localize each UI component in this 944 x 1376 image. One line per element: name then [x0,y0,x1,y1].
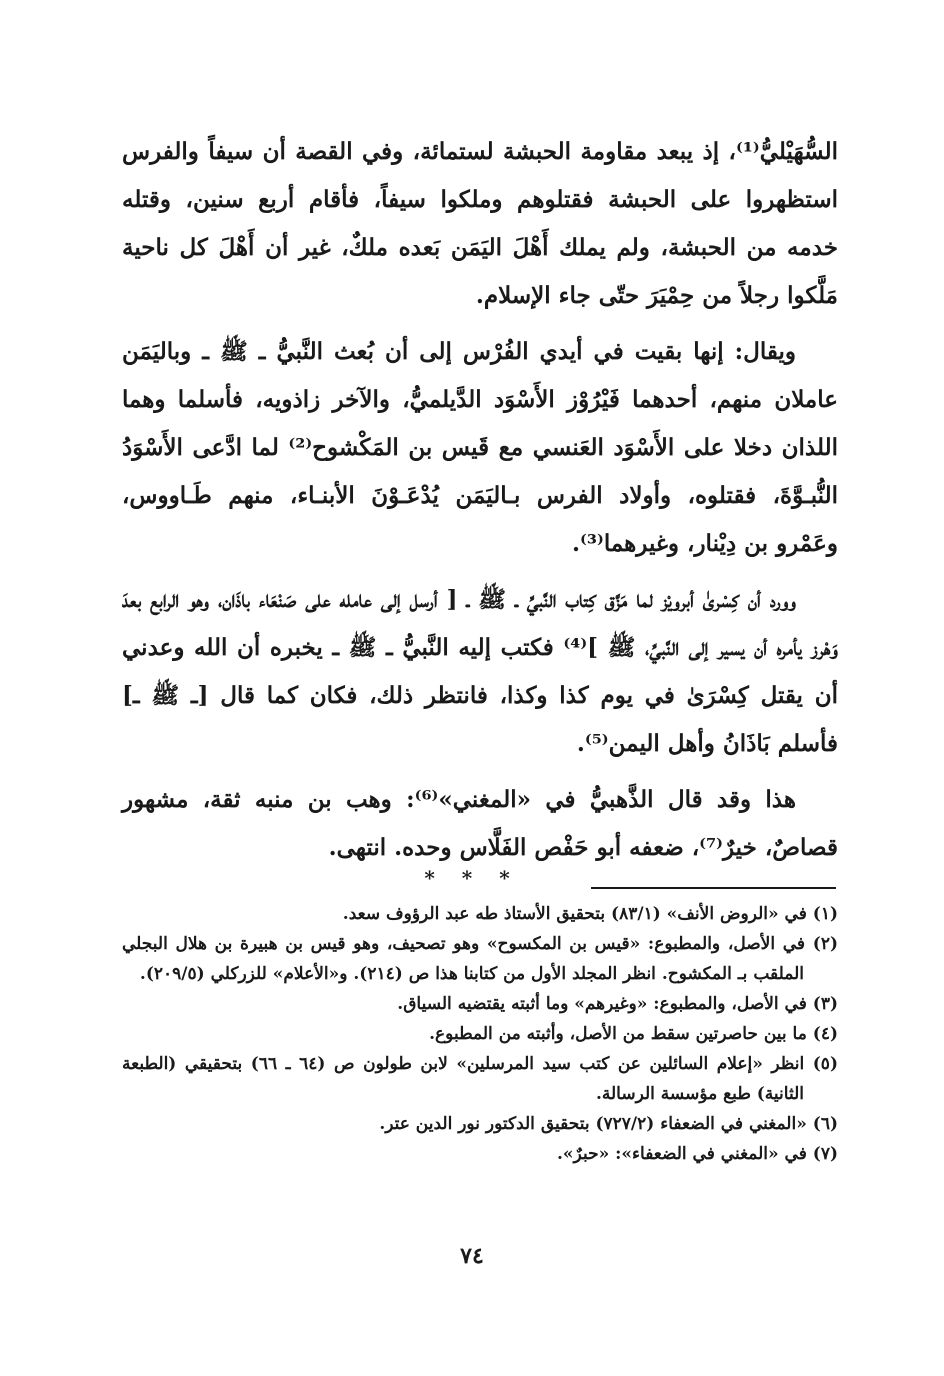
paragraph-2: ويقال: إنها بقيت في أيدي الفُرْس إلى أن بُعث النَّبيُّ ـ ﷺ ـ وباليَمَن عاملان منهم، أحدهما فَيْرُوْز الأَسْوَد الدَّيلميُّ، والآخر زاذويه، فأسلما وهما اللذان دخلا على الأَسْوَد العَنسي مع قَيس بن المَكْشوح⁽²⁾ لما ادَّعى الأَسْوَدُ النُّبـوَّةَ، فقتلوه، وأولاد الفرس بـاليَمَن يُدْعَـوْنَ الأبنـاء، منهم طَـاووس، وعَمْرو بن دِيْنار، وغيرهما⁽³⁾. [122,338,838,557]
footnote-7: (٧) في «المغني في الضعفاء»: «حبرٌ». [557,1144,838,1164]
footnote-1: (١) في «الروض الأنف» (٨٣/١) بتحقيق الأستاذ طه عبد الرؤوف سعد. [342,904,838,924]
section-separator: * * * [424,866,520,890]
footnote-divider [591,887,836,889]
main-text [122,128,838,880]
paragraph-4: هذا وقد قال الذَّهبيُّ في «المغني»⁽⁶⁾: وهب بن منبه ثقة، مشهور قصاصٌ، خيرٌ⁽⁷⁾، ضعفه أبو حَفْص الفَلَّاس وحده. انتهى. [122,786,838,861]
paragraph-1: السُّهَيْليُّ⁽¹⁾، إذ يبعد مقاومة الحبشة لستمائة، وفي القصة أن سيفاً والفرس استظهروا على الحبشة فقتلوهم وملكوا سيفاً، فأقام أربع سنين، وقتله خدمه من الحبشة، ولم يملك أَهْلَ اليَمَن بَعده ملكٌ، غير أن أَهْلَ كل ناحية مَلَّكوا رجلاً من حِمْيَرَ حتّى جاء الإسلام. [122,138,838,309]
paragraph-3: وورد أن كِسْرىٰ أبرويْز لما مَزَّق كِتاب النَّبيِّ ـ ﷺ ـ [ أرسل إلى عامله على صَنْعَاء باذَان، وهو الرابع بعدَ وَهْرز يأمره أن يسير إلى النَّبيِّ، ﷺ ]⁽⁴⁾ فكتب إليه النَّبيُّ ـ ﷺ ـ يخبره أن الله وعدني أن يقتل كِسْرَىٰ في يوم كذا وكذا، فانتظر ذلك، فكان كما قال [ـ ﷺ ـ] فأسلم بَاذَانُ وأهل اليمن⁽⁵⁾. [122,586,838,757]
footnote-5: (٥) انظر «إعلام السائلين عن كتب سيد المرسلين» لابن طولون ص (٦٤ ـ ٦٦) بتحقيقي (الطبعة الثانية) طبع مؤسسة الرسالة. [122,1054,838,1104]
footnotes [122,899,838,1169]
footnote-6: (٦) «المغني في الضعفاء (٧٢٧/٢) بتحقيق الدكتور نور الدين عتر. [379,1114,838,1134]
footnote-2: (٢) في الأصل، والمطبوع: «قيس بن المكسوح» وهو تصحيف، وهو قيس بن هبيرة بن هلال البجلي الملقب بـ المكشوح. انظر المجلد الأول من كتابنا هذا ص (٢١٤). و«الأعلام» للزركلي (٢٠٩/٥). [122,934,838,984]
footnote-3: (٣) في الأصل، والمطبوع: «وغيرهم» وما أثبته يقتضيه السياق. [397,994,838,1014]
footnote-4: (٤) ما بين حاصرتين سقط من الأصل، وأثبته من المطبوع. [429,1024,838,1044]
page-number: ٧٤ [460,1243,484,1269]
